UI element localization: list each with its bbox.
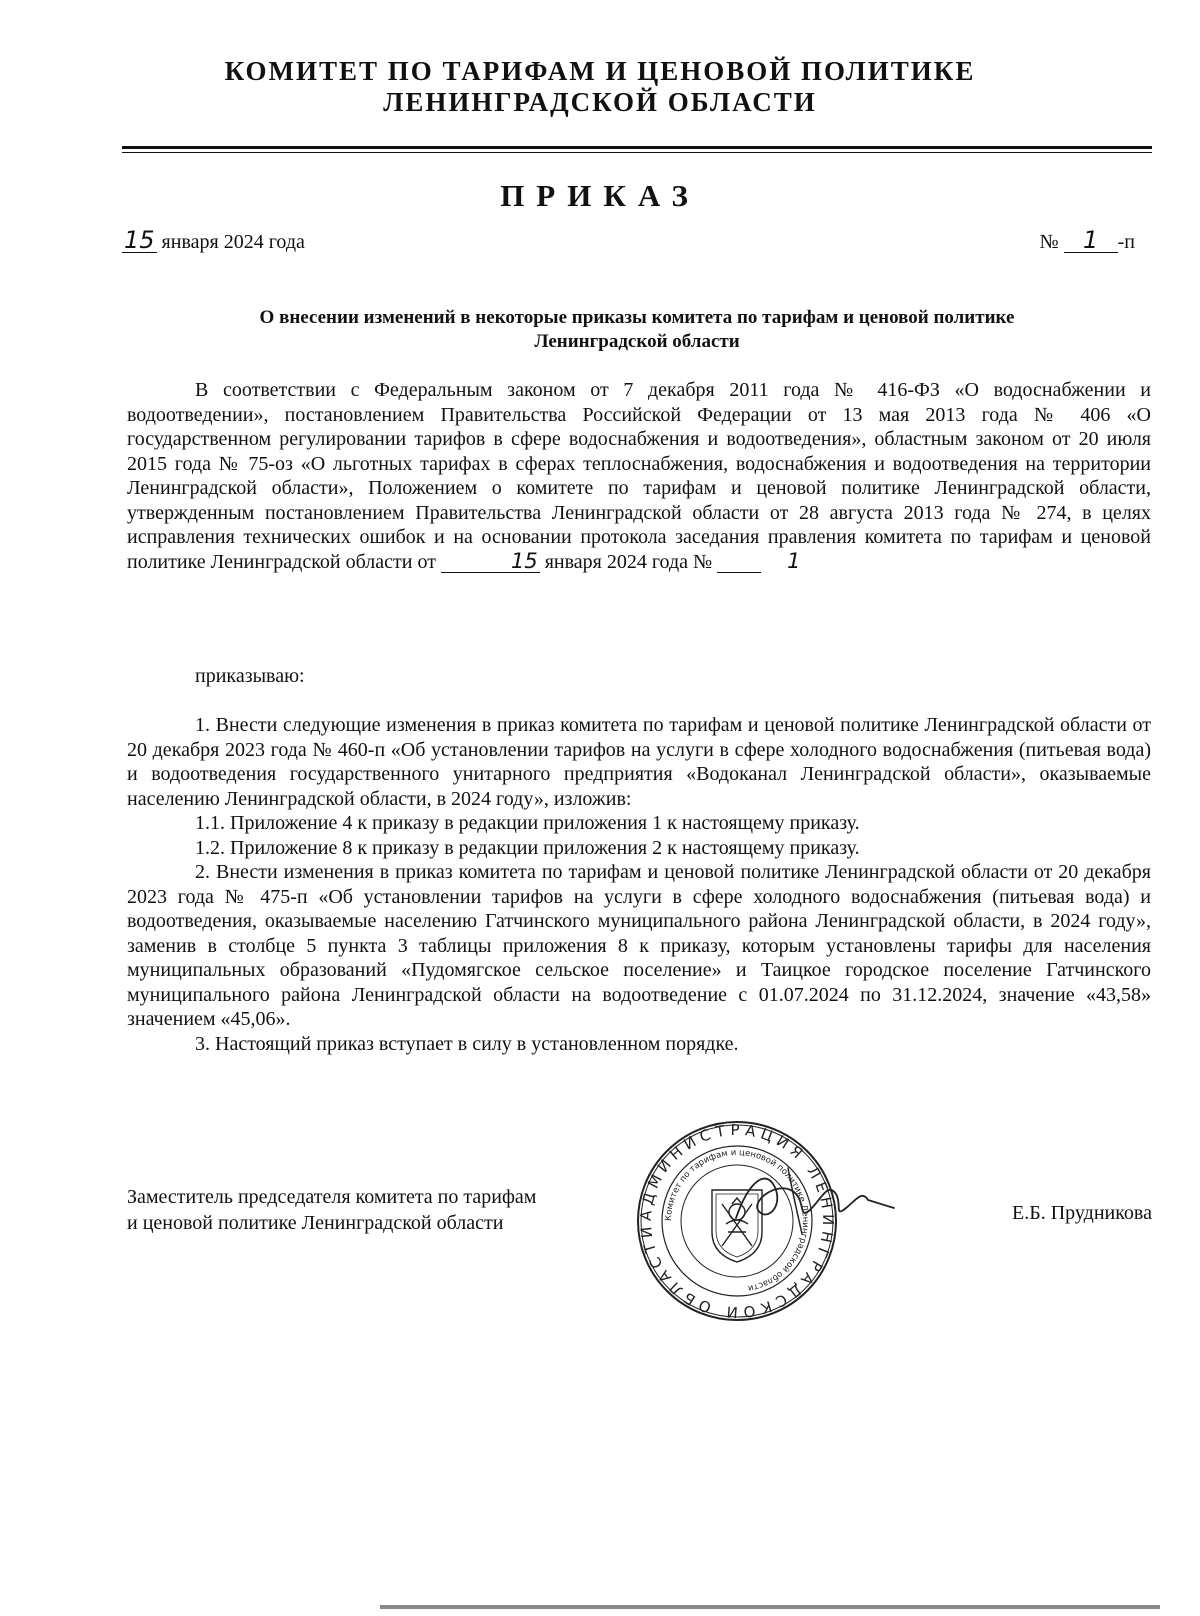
date-day-handwritten: 15 [124,226,155,254]
subject-line-2: Ленинградской области [534,331,740,352]
protocol-number-handwritten: 1 [717,551,761,573]
handwritten-signature [728,1160,898,1240]
preamble-text: В соответствии с Федеральным законом от 7 декабря 2011 года № 416-ФЗ «О водоснабжении и водоотведении», постановлением Правительства Российской Федерации от 13 мая 2013 года № 406 «О государственном регулировании тарифов в сфере водоснабжения и водоотведения», областным законом от 20 июля 2015 года № 75-оз «О льготных тарифах в сферах теплоснабжения, водоснабжения и водоотведения на территории Ленинградской области», Положением о комитете по тарифам и ценовой политике Ленинградской области, утвержденным постановлением Правительства Ленинградской области от 28 августа 2013 года № 274, в целях исправления технических ошибок и на основании протокола заседания правления комитета по тарифам и ценовой политике Ленинградской области от [127,379,1151,573]
number-suffix: -п [1117,231,1135,253]
position-line-2: и ценовой политике Ленинградской области [127,1212,504,1234]
number-value-handwritten: 1 [1064,228,1118,253]
scan-edge-artifact [380,1605,1160,1609]
header-rule-thick [122,146,1152,149]
item-1-1: 1.1. Приложение 4 к приказу в редакции приложения 1 к настоящему приказу. [195,812,860,834]
document-number [1040,228,1135,254]
preamble-tail: января 2024 года № [544,550,713,573]
stamp-inner-text: Комитет по тарифам и ценовой политике Ленинградской области [663,1147,811,1294]
item-1-2: 1.2. Приложение 8 к приказу в редакции приложения 2 к настоящему приказу. [195,836,860,859]
header-rule-thin [122,152,1152,153]
item-2: 2. Внести изменения в приказ комитета по тарифам и ценовой политике Ленинградской области от 20 декабря 2023 года № 475-п «Об установлении тарифов на услуги в сфере холодного водоснабжения (питьевая вода) и водоотведения, оказываемые населению Гатчинского муниципального района Ленинградской области, в 2024 году», заменив в столбце 5 пункта 3 таблицы приложения 8 к приказу, которым установлены тарифы для населения муниципальных образований «Пудомягское сельское поселение» и Таицкое городское поселение Гатчинского муниципального района Ленинградской области на водоотведение с 01.07.2024 по 31.12.2024, значение «43,58» значением «45,06». [127,861,1151,1030]
subject-line-1: О внесении изменений в некоторые приказы комитета по тарифам и ценовой политике [259,307,1015,328]
position-line-1: Заместитель председателя комитета по тарифам [127,1186,537,1208]
protocol-day-handwritten: 15 [441,551,540,573]
order-items [127,713,1151,1056]
header-line-1: КОМИТЕТ ПО ТАРИФАМ И ЦЕНОВОЙ ПОЛИТИКЕ [224,56,976,86]
stamp-outer-text: АДМИНИСТРАЦИЯ ЛЕНИНГРАДСКОЙ ОБЛАСТИ [636,1120,838,1322]
number-prefix: № [1039,231,1059,253]
order-word: приказываю: [195,665,305,687]
document-subject [122,306,1152,354]
signatory-position [127,1184,536,1236]
date-rest: января 2024 года [161,231,305,253]
preamble [127,378,1151,574]
item-1: 1. Внести следующие изменения в приказ комитета по тарифам и ценовой политике Ленинградской области от 20 декабря 2023 года № 460-п «Об установлении тарифов на услуги в сфере холодного водоснабжения (питьевая вода) и водоотведения государственного унитарного предприятия «Водоканал Ленинградской области», оказываемые населению Ленинградской области, в 2024 году», изложив: [127,714,1151,810]
document-type-title: ПРИКАЗ [500,178,700,213]
signatory-name: Е.Б. Прудникова [1012,1202,1152,1224]
header-line-2: ЛЕНИНГРАДСКОЙ ОБЛАСТИ [383,87,817,117]
document-date [122,228,305,254]
item-3: 3. Настоящий приказ вступает в силу в установленном порядке. [195,1032,739,1055]
